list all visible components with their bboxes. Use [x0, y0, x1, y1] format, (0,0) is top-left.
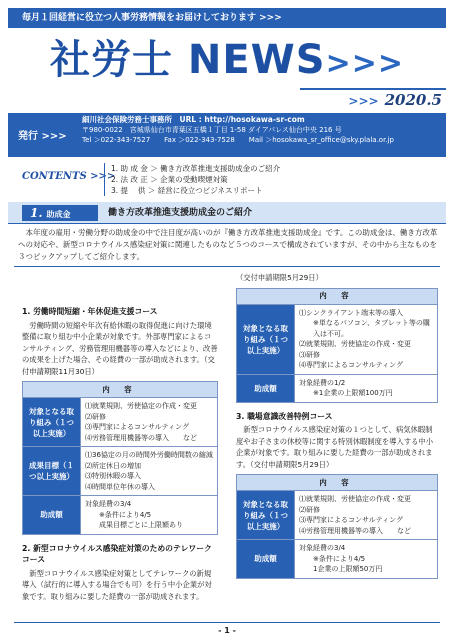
- course3-amounts: [295, 540, 438, 579]
- course1-target-label: 対象となる取り組み（１つ以上実施）: [23, 398, 81, 447]
- publisher-contact: Tel ＞022-343-7527 Fax ＞022-343-7528 Mail ＞hosokawa_sr_office@sky.plala.or.jp: [82, 136, 394, 144]
- right-column: [236, 272, 438, 579]
- course3-text: 新型コロナウイルス感染症対策の１つとして、病気休暇制度やお子さまの休校等に関する特別休暇制度を導入する中小企業が対象です。取り組みに要した経費の一部が助成されます。: [236, 425, 434, 469]
- course1-table: [22, 381, 218, 535]
- course1-goals: [81, 447, 218, 496]
- course2-target-item: ⑶研修: [299, 350, 320, 359]
- newsletter-tagline: 毎月１回経営に役立つ人事労務情報をお届けしております >>>: [8, 8, 446, 28]
- contents-label: CONTENTS >>>: [22, 171, 116, 182]
- course2-target-label: 対象となる取り組み（１つ以上実施）: [237, 304, 295, 374]
- course2-targets: [295, 304, 438, 374]
- section-header: [8, 202, 446, 224]
- course3-target-label: 対象となる取り組み（１つ以上実施）: [237, 491, 295, 540]
- course3-amount-item: 対象経費の3/4: [299, 544, 346, 552]
- section-intro: [18, 227, 438, 263]
- course1-body: [22, 320, 218, 378]
- title-arrows: >>>: [325, 46, 405, 81]
- course1-table-header: 内 容: [23, 382, 218, 398]
- contents-item: 3. 提 供 ＞ 経営に役立つビジネスリポート: [111, 186, 263, 195]
- course1-amount-item: 対象経費の3/4: [85, 500, 132, 508]
- course2-table: [236, 288, 438, 403]
- course1-goal-item: ⑶特別休暇の導入: [85, 472, 141, 480]
- course1-targets: [81, 398, 218, 447]
- course3-title: 3. 職場意識改善特例コース: [236, 411, 333, 421]
- course1-amount-label: 助成額: [23, 496, 81, 535]
- newsletter-title: [8, 30, 446, 90]
- course1-goal-item: ⑷時間単位年休の導入: [85, 482, 155, 491]
- course3-target-item: ⑴就業規則、労使協定の作成・変更: [299, 495, 411, 503]
- contents-list: [104, 163, 280, 196]
- course1-target-item: ⑷労務管理用機器等の導入 など: [85, 433, 197, 442]
- course3-table: [236, 474, 438, 579]
- issue-arrows: >>>: [348, 94, 379, 108]
- course1-amounts: [81, 496, 218, 535]
- course1-target-item: ⑶専門家によるコンサルティング: [85, 423, 189, 431]
- course2-deadline: （交付申請期限5月29日）: [236, 273, 323, 282]
- course3-amount-item: ※条件により4/5: [313, 554, 366, 563]
- course1-amount-item: ※条件により4/5: [99, 510, 152, 519]
- issue-date: [300, 88, 446, 112]
- course2-amounts: [295, 374, 438, 402]
- publisher-box: [8, 113, 446, 157]
- issue-number: 2020.5: [384, 91, 442, 109]
- course3-table-header: 内 容: [237, 475, 438, 491]
- course2-table-header: 内 容: [237, 288, 438, 304]
- bottom-divider: [14, 622, 440, 623]
- course2-target-item: ⑵就業規則、労使協定の作成・変更: [299, 340, 411, 348]
- course3-target-item: ⑵研修: [299, 505, 320, 514]
- publisher-label: 発行 >>>: [18, 131, 67, 142]
- course2-amount-label: 助成額: [237, 374, 295, 402]
- course2-target-item: ⑴シンクライアント端末等の導入: [299, 308, 403, 317]
- section-title: 働き方改革推進支援助成金のご紹介: [108, 208, 253, 218]
- intro-text: 本年度の雇用・労働分野の助成金の中で注目度が高いのが『働き方改革推進支援助成金』です。この助成金は、働き方改革への対応や、新型コロナウイルス感染症対策に関連したものなど５つのコースで構成されていますが、その中から主なものを３つピックアップしてご紹介します。: [18, 228, 438, 261]
- course2-amount-item: ※1企業の上限額100万円: [313, 389, 393, 397]
- course1-amount-item: 成果目標ごとに上限額あり: [99, 521, 183, 529]
- course3-body: [236, 424, 438, 470]
- contents-item: 1. 助 成 金 ＞ 働き方改革推進支援助成金のご紹介: [111, 164, 281, 173]
- contents-item: 2. 法 改 正 ＞ 企業の受動喫煙対策: [111, 175, 228, 184]
- course2-title: 2. 新型コロナウイルス感染症対策のためのテレワークコース: [22, 543, 212, 564]
- course1-title: 1. 労働時間短縮・年休促進支援コース: [22, 307, 158, 316]
- course1-deadline: （交付申請期限11月30日）: [22, 355, 215, 376]
- course2-body: 新型コロナウイルス感染症対策としてテレワークの新規導入（試行的に導入する場合でも可）を行う中小企業が対象です。取り組みに要した経費の一部が助成されます。: [22, 568, 212, 601]
- publisher-address: 〒980-0022 宮城県仙台市青葉区五橋１丁目 1-58 ダイアパレス仙台中央 216 号: [82, 126, 342, 134]
- section-number-badge: [22, 205, 98, 221]
- course1-goal-item: ⑴36協定の月の時間外労働時間数の縮減: [85, 451, 213, 459]
- course2-target-note: ※単なるパソコン、タブレット等の購入は不可。: [313, 319, 430, 338]
- course2-amount-item: 対象経費の1/2: [299, 378, 346, 387]
- section-number: 1.: [30, 206, 43, 220]
- publisher-details: [82, 115, 394, 145]
- left-column: [22, 304, 218, 602]
- course1-text: 労働時間の短縮や年次有給休暇の取得促進に向けた環境整備に取り組む中小企業が対象です。外部専門家によるコンサルティング、労務管理用機器等の導入などにより、改善の成果を上げた場合、その経費の一部が助成されます。: [22, 320, 218, 364]
- course1-target-item: ⑴就業規則、労使協定の作成・変更: [85, 402, 197, 410]
- title-text: 社労士 NEWS: [49, 37, 326, 83]
- course3-deadline: （交付申請期限5月29日）: [250, 459, 334, 469]
- course3-amount-item: 1企業の上限額50万円: [313, 565, 383, 573]
- contents-box: [8, 160, 446, 198]
- course1-target-item: ⑵研修: [85, 412, 106, 421]
- course3-target-item: ⑷労務管理用機器等の導入 など: [299, 526, 411, 535]
- course3-amount-label: 助成額: [237, 540, 295, 579]
- course2-target-item: ⑷専門家によるコンサルティング: [299, 361, 403, 369]
- course1-goal-label: 成果目標（１つ以上実施）: [23, 447, 81, 496]
- course3-targets: [295, 491, 438, 540]
- course1-goal-item: ⑵所定休日の増加: [85, 461, 141, 470]
- publisher-name-url: 細川社会保険労務士事務所 URL : http://hosokawa-sr-com: [82, 115, 305, 124]
- page-number: - 1 -: [218, 626, 236, 635]
- course3-target-item: ⑶専門家によるコンサルティング: [299, 516, 403, 524]
- section-category: 助成金: [46, 210, 71, 219]
